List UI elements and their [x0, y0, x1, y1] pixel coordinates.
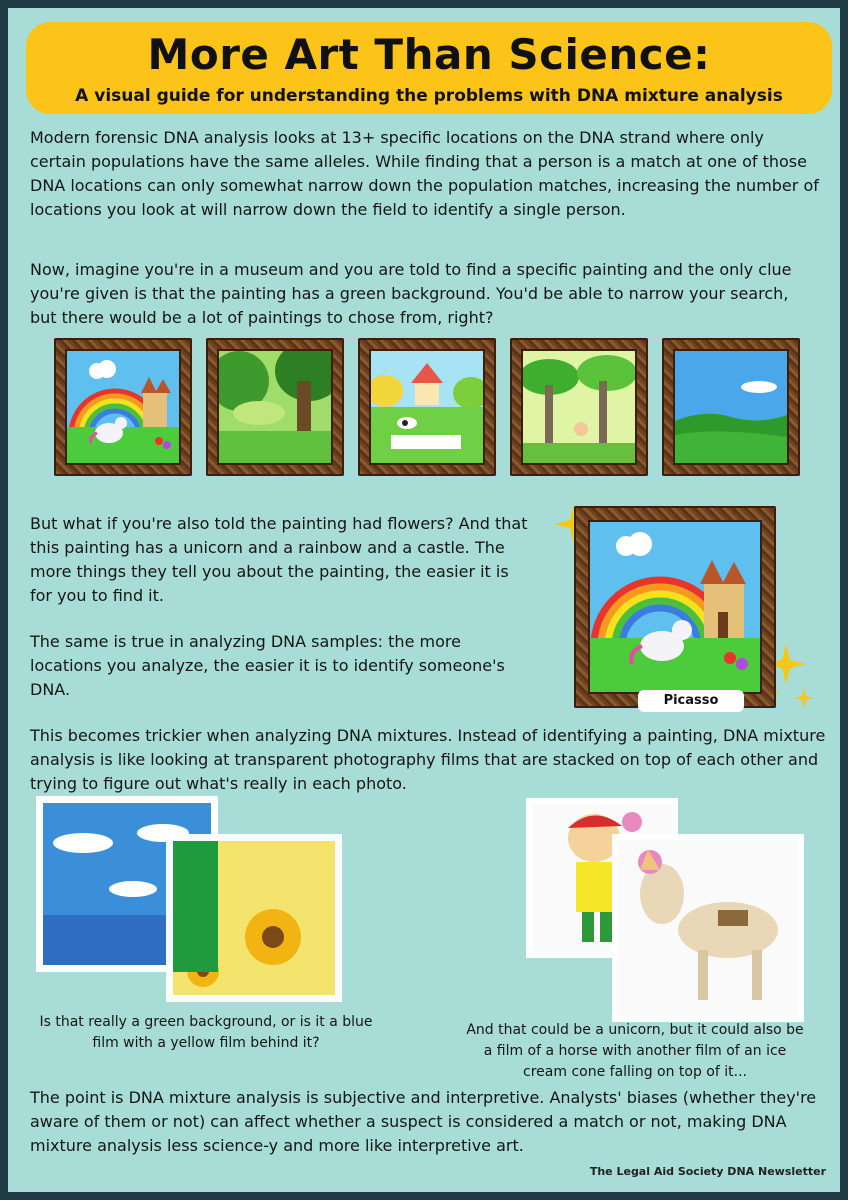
page-subtitle: A visual guide for understanding the problems with DNA mixture analysis [75, 86, 783, 106]
newsletter-page [8, 8, 840, 1192]
painting-unicorn-castle [54, 338, 192, 476]
painting-palm-trees [510, 338, 648, 476]
right-caption: And that could be a unicorn, but it could also be a film of a horse with another film of an ice cream cone falling on top of it... [466, 1022, 804, 1080]
title-banner [26, 22, 832, 114]
intro-paragraph: Modern forensic DNA analysis looks at 13+ specific locations on the DNA strand where only certain populations have the same alleles. While finding that a person is a match at one of those DNA locations can only somewhat narrow down the population matches, increasing the number of locations you look at will narrow down the field to identify a single person. [30, 128, 819, 219]
museum-paragraph: Now, imagine you're in a museum and you are told to find a specific painting and the only clue you're given is that the painting has a green background. You'd be able to narrow your search, but there would be a lot of paintings to chose from, right? [30, 260, 792, 327]
newsletter-footer: The Legal Aid Society DNA Newsletter [589, 1165, 826, 1178]
painting-green-hills [662, 338, 800, 476]
flowers-paragraph: But what if you're also told the painting had flowers? And that this painting has a unicorn and a rainbow and a castle. The more things they tell you about the painting, the easier it is for you to find it. [30, 514, 528, 605]
featured-painting [574, 506, 776, 708]
left-caption: Is that really a green background, or is it a blue film with a yellow film behind it? [39, 1014, 373, 1051]
point-paragraph: The point is DNA mixture analysis is subjective and interpretive. Analysts' biases (whether they're aware of them or not) can affect whether a suspect is considered a match or not, making DNA mixture analysis less science-y and more like interpretive art. [30, 1088, 817, 1155]
painting-cottage-cow [358, 338, 496, 476]
mixtures-paragraph: This becomes trickier when analyzing DNA mixtures. Instead of identifying a painting, DNA mixture analysis is like looking at transparent photography films that are stacked on top of each other and trying to figure out what's really in each photo. [30, 726, 826, 793]
green-overlap-region [173, 841, 218, 972]
painting-forest [206, 338, 344, 476]
horse-film [612, 834, 804, 1022]
same-paragraph: The same is true in analyzing DNA samples: the more locations you analyze, the easier it is to identify someone's DNA. [30, 632, 505, 699]
painting-plaque: Picasso [638, 690, 744, 712]
page-title: More Art Than Science: [147, 30, 711, 79]
